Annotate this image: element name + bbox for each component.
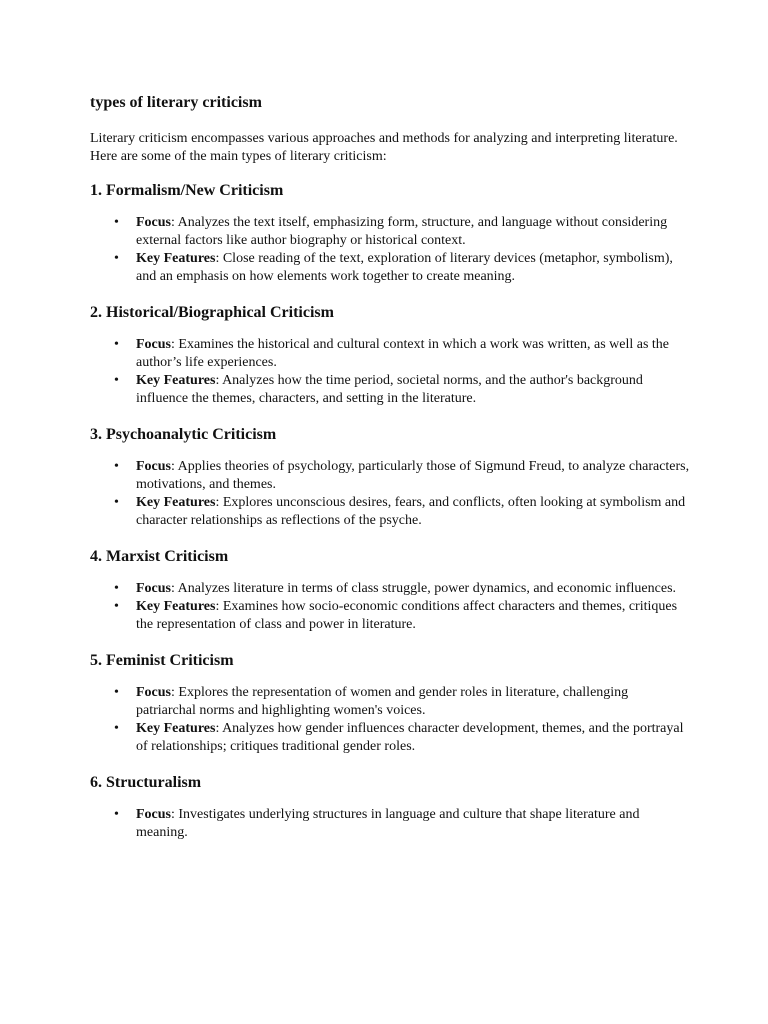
bullet-list — [90, 580, 690, 634]
item-text: : Applies theories of psychology, particularly those of Sigmund Freud, to analyze characters, motivations, and themes. — [136, 459, 690, 492]
bullet-icon: • — [114, 459, 119, 474]
list-item — [90, 214, 690, 250]
item-term: Focus — [136, 337, 171, 352]
bullet-list — [90, 806, 690, 842]
bullet-icon: • — [114, 495, 119, 510]
bullet-list — [90, 336, 690, 408]
section-heading: 2. Historical/Biographical Criticism — [90, 304, 334, 321]
bullet-list — [90, 684, 690, 756]
item-term: Focus — [136, 459, 171, 474]
list-item — [90, 720, 690, 756]
list-item — [90, 580, 690, 598]
document-page — [90, 92, 690, 858]
bullet-list — [90, 214, 690, 286]
list-item — [90, 806, 690, 842]
item-term: Key Features — [136, 495, 216, 510]
bullet-icon: • — [114, 215, 119, 230]
bullet-icon: • — [114, 337, 119, 352]
sections-container — [90, 180, 690, 842]
item-text: : Analyzes how gender influences character development, themes, and the portrayal of relationships; critiques traditional gender roles. — [136, 721, 684, 754]
item-term: Focus — [136, 685, 171, 700]
item-text: : Analyzes the text itself, emphasizing form, structure, and language without considering external factors like author biography or historical context. — [136, 215, 668, 248]
item-term: Focus — [136, 581, 171, 596]
bullet-icon: • — [114, 581, 119, 596]
bullet-icon: • — [114, 807, 119, 822]
document-title: types of literary criticism — [90, 94, 262, 111]
item-text: : Close reading of the text, exploration of literary devices (metaphor, symbolism), and an emphasis on how elements work together to create meaning. — [136, 251, 673, 284]
item-term: Key Features — [136, 599, 216, 614]
list-item — [90, 336, 690, 372]
section — [90, 772, 690, 842]
section-heading: 4. Marxist Criticism — [90, 548, 229, 565]
item-text: : Explores the representation of women and gender roles in literature, challenging patriarchal norms and highlighting women's voices. — [136, 685, 629, 718]
bullet-icon: • — [114, 251, 119, 266]
bullet-icon: • — [114, 599, 119, 614]
item-text: : Investigates underlying structures in language and culture that shape literature and meaning. — [136, 807, 640, 840]
section-heading: 6. Structuralism — [90, 774, 202, 791]
list-item — [90, 372, 690, 408]
item-term: Key Features — [136, 373, 216, 388]
bullet-icon: • — [114, 685, 119, 700]
item-term: Focus — [136, 807, 171, 822]
bullet-icon: • — [114, 373, 119, 388]
list-item — [90, 494, 690, 530]
item-text: : Analyzes literature in terms of class struggle, power dynamics, and economic influences. — [171, 581, 677, 596]
section-heading: 3. Psychoanalytic Criticism — [90, 426, 277, 443]
section — [90, 650, 690, 756]
list-item — [90, 684, 690, 720]
section — [90, 302, 690, 408]
item-term: Key Features — [136, 251, 216, 266]
list-item — [90, 458, 690, 494]
section-heading: 1. Formalism/New Criticism — [90, 182, 284, 199]
item-text: : Examines how socio-economic conditions affect characters and themes, critiques the representation of class and power in literature. — [136, 599, 678, 632]
section — [90, 424, 690, 530]
section — [90, 546, 690, 634]
bullet-list — [90, 458, 690, 530]
item-term: Key Features — [136, 721, 216, 736]
intro-paragraph: Literary criticism encompasses various approaches and methods for analyzing and interpreting literature. Here are some of the main types of literary criticism: — [90, 131, 678, 164]
item-text: : Examines the historical and cultural context in which a work was written, as well as the author’s life experiences. — [136, 337, 670, 370]
list-item — [90, 250, 690, 286]
bullet-icon: • — [114, 721, 119, 736]
section — [90, 180, 690, 286]
section-heading: 5. Feminist Criticism — [90, 652, 234, 669]
item-text: : Explores unconscious desires, fears, and conflicts, often looking at symbolism and character relationships as reflections of the psyche. — [136, 495, 686, 528]
item-term: Focus — [136, 215, 171, 230]
item-text: : Analyzes how the time period, societal norms, and the author's background influence the themes, characters, and setting in the literature. — [136, 373, 643, 406]
list-item — [90, 598, 690, 634]
